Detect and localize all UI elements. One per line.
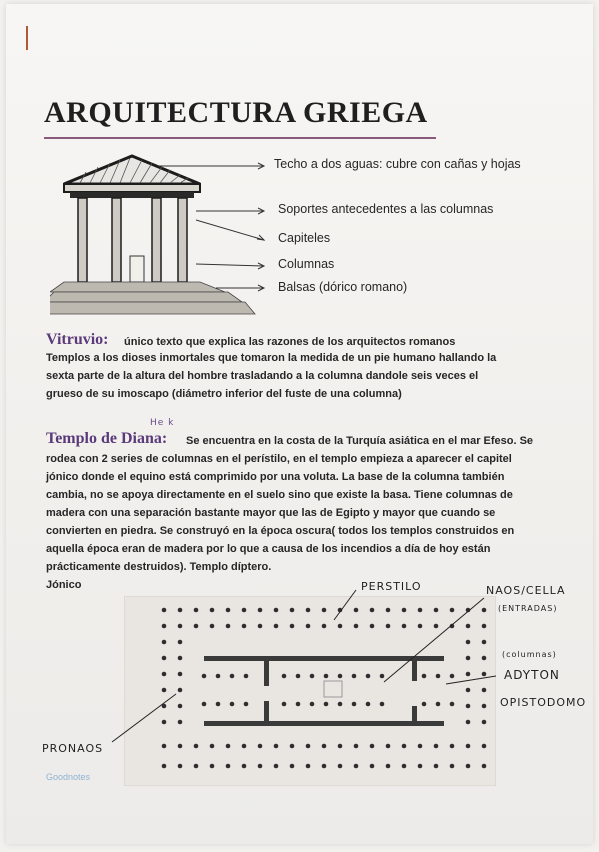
vitruvio-line-3: grueso de su imoscapo (diámetro inferior del fuste de una columna): [46, 388, 402, 400]
diana-line-1: Se encuentra en la costa de la Turquía asiática en el mar Efeso. Se: [186, 435, 534, 447]
diana-heading: Templo de Diana:: [46, 430, 168, 447]
label-capitals: Capiteles: [278, 231, 331, 245]
vitruvio-intro: único texto que explica las razones de los arquitectos romanos: [124, 336, 456, 348]
diana-line-6: convierten en piedra. Se construyó en la época oscura( todos los templos construidos en: [46, 525, 515, 537]
goodnotes-watermark: Goodnotes: [46, 772, 91, 782]
label-columnas: (columnas): [502, 650, 557, 659]
diana-line-4: cambia, no se apoya directamente en el suelo sino que existe la basa. Tiene columnas de: [46, 489, 513, 501]
vitruvio-line-1: Templos a los dioses inmortales que tomaron la medida de un pie humano hallando la: [46, 352, 497, 364]
label-supports: Soportes antecedentes a las columnas: [278, 202, 494, 216]
label-opistodomo: OPISTODOMO: [500, 696, 587, 709]
page-title: ARQUITECTURA GRIEGA: [44, 96, 428, 129]
vitruvio-heading: Vitruvio:: [46, 331, 109, 348]
label-naos-sub: (ENTRADAS): [498, 604, 558, 613]
label-naos: NAOS/CELLA: [486, 584, 566, 597]
plan-annotations: [6, 4, 599, 852]
diana-line-9: Jónico: [46, 579, 82, 591]
label-roof: Techo a dos aguas: cubre con cañas y hojas: [274, 157, 521, 171]
vitruvio-line-2: sexta parte de la altura del hombre trasladando a la columna dandole seis veces el: [46, 370, 479, 382]
label-bases: Balsas (dórico romano): [278, 280, 408, 294]
label-columns: Columnas: [278, 257, 335, 271]
diana-line-2: rodea con 2 series de columnas en el perístilo, en el templo empieza a aparecer el capitel: [46, 453, 512, 465]
diana-line-5: madera con una separación bastante mayor que las de Egipto y mayor que cuando se: [46, 507, 496, 519]
label-pronaos: PRONAOS: [42, 742, 104, 755]
diana-correction: He k: [150, 418, 175, 428]
diana-line-7: aquella época eran de madera por lo que a causa de los incendios a día de hoy están: [46, 543, 491, 555]
diana-line-8: prácticamente destruidos). Templo díptero.: [46, 561, 272, 573]
label-perastilo: PERSTILO: [361, 580, 422, 593]
notebook-page: [6, 4, 593, 844]
label-adyton: ADYTON: [504, 668, 560, 682]
diana-line-3: jónico donde el equino está comprimido por una voluta. La base de la columna también: [46, 471, 505, 483]
